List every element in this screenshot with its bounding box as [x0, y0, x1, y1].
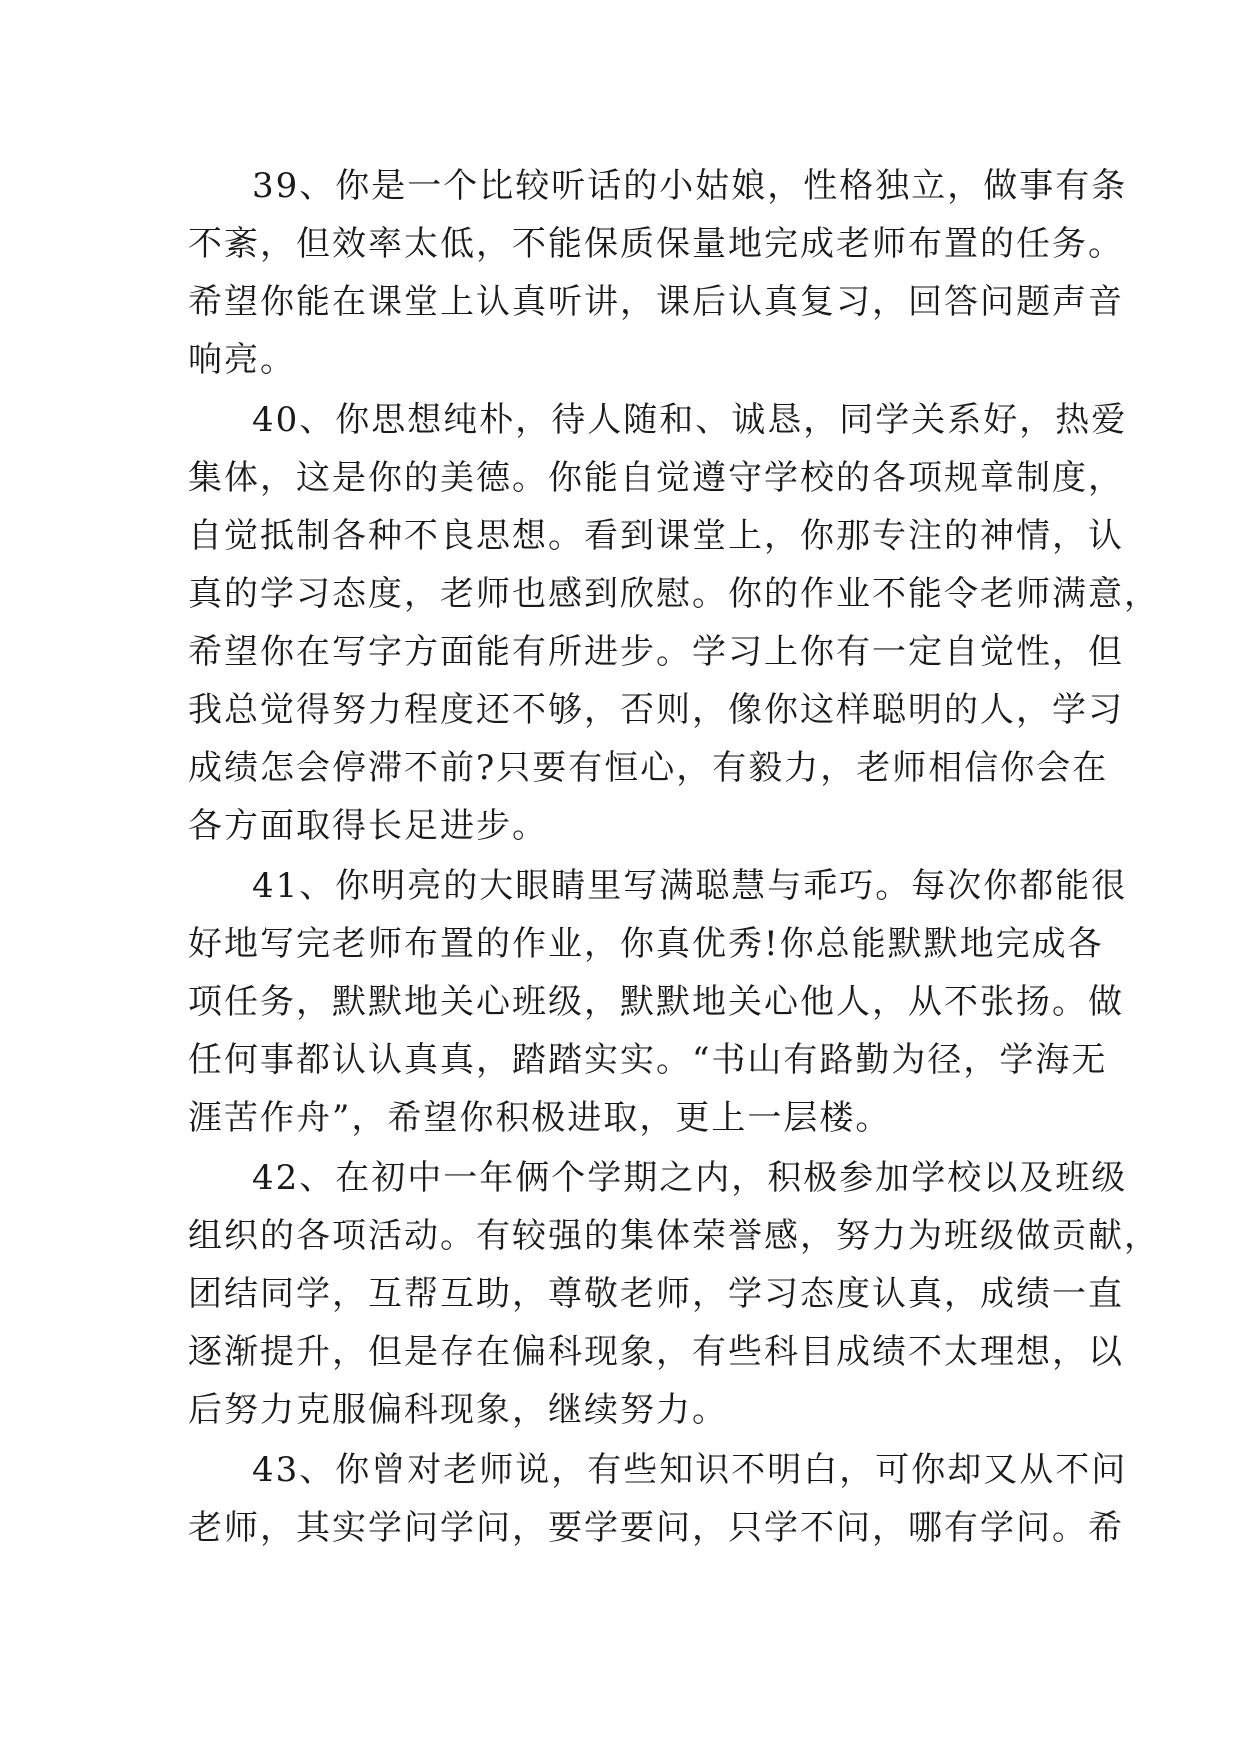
text-line: 组织的各项活动。有较强的集体荣誉感，努力为班级做贡献， — [188, 1216, 1160, 1256]
text-line: 43、你曾对老师说，有些知识不明白，可你却又从不问 — [252, 1450, 1128, 1490]
text-line: 好地写完老师布置的作业，你真优秀!你总能默默地完成各 — [188, 924, 1104, 964]
text-line: 涯苦作舟”，希望你积极进取，更上一层楼。 — [188, 1098, 892, 1138]
text-line: 各方面取得长足进步。 — [188, 806, 548, 846]
text-line: 希望你能在课堂上认真听讲，课后认真复习，回答问题声音 — [188, 282, 1124, 322]
text-line: 真的学习态度，老师也感到欣慰。你的作业不能令老师满意， — [188, 574, 1160, 614]
text-line: 我总觉得努力程度还不够，否则，像你这样聪明的人，学习 — [188, 690, 1124, 730]
text-line: 集体，这是你的美德。你能自觉遵守学校的各项规章制度， — [188, 458, 1124, 498]
text-line: 不紊，但效率太低，不能保质保量地完成老师布置的任务。 — [188, 224, 1124, 264]
text-line: 任何事都认认真真，踏踏实实。“书山有路勤为径，学海无 — [188, 1040, 1108, 1080]
text-line: 响亮。 — [188, 340, 296, 380]
text-line: 逐渐提升，但是存在偏科现象，有些科目成绩不太理想，以 — [188, 1332, 1124, 1372]
text-line: 老师，其实学问学问，要学要问，只学不问，哪有学问。希 — [188, 1508, 1124, 1548]
text-line: 后努力克服偏科现象，继续努力。 — [188, 1390, 728, 1430]
text-line: 团结同学，互帮互助，尊敬老师，学习态度认真，成绩一直 — [188, 1274, 1124, 1314]
text-line: 项任务，默默地关心班级，默默地关心他人，从不张扬。做 — [188, 982, 1124, 1022]
text-line: 成绩怎会停滞不前?只要有恒心，有毅力，老师相信你会在 — [188, 748, 1109, 788]
text-line: 40、你思想纯朴，待人随和、诚恳，同学关系好，热爱 — [252, 400, 1128, 440]
text-line: 39、你是一个比较听话的小姑娘，性格独立，做事有条 — [252, 166, 1128, 206]
text-line: 希望你在写字方面能有所进步。学习上你有一定自觉性，但 — [188, 632, 1124, 672]
text-line: 42、在初中一年俩个学期之内，积极参加学校以及班级 — [252, 1158, 1128, 1198]
text-line: 41、你明亮的大眼睛里写满聪慧与乖巧。每次你都能很 — [252, 866, 1128, 906]
text-line: 自觉抵制各种不良思想。看到课堂上，你那专注的神情，认 — [188, 516, 1124, 556]
